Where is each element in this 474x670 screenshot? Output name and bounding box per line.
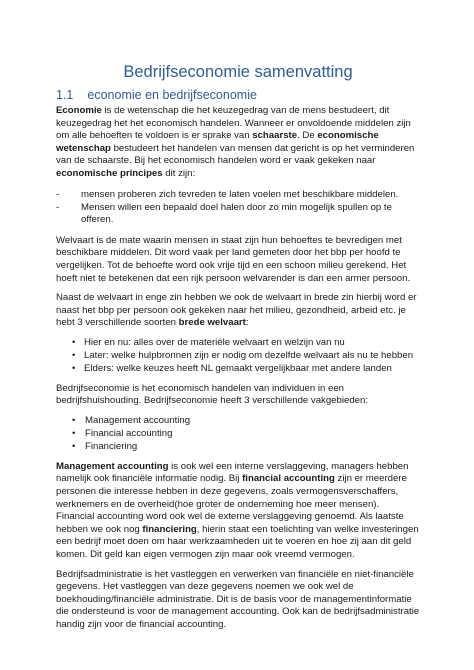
bullet-marker: •	[72, 350, 76, 362]
bullet-marker: •	[72, 428, 76, 440]
list-item	[56, 202, 420, 227]
list-item-text: Mensen willen een bepaald doel halen door zo min mogelijk spullen op te offeren.	[81, 201, 392, 226]
list-item	[56, 189, 420, 202]
list-item-text: Financial accounting	[85, 428, 173, 440]
term-management-accounting: Management accounting	[56, 460, 169, 472]
text: Naast de welvaart in enge zin hebben we ook de welvaart in brede zin hierbij word er naast het bbp per persoon ook gekeken naar het milieu, gezondheid, arbeid etc. je hebt 3 verschillende soorten	[56, 292, 417, 329]
list-item	[56, 363, 420, 376]
paragraph-welvaart: Welvaart is de mate waarin mensen in staat zijn hun behoeftes te bevredigen met beschikbare middelen. Dit word vaak per land gemeten door het bbp per hoofd te vergelijken. Tot de behoefte word ook vrije tijd en een schoon milieu gerekend. Het hoeft niet te betekenen dat een rijk persoon welvarender is dan een armer persoon.	[56, 234, 411, 284]
list-item-text: Elders: welke keuzes heeft NL gemaakt vergelijkbaar met andere landen	[84, 363, 392, 375]
term-economie: Economie	[56, 105, 102, 116]
list-item-text: Financiering	[85, 441, 138, 453]
bullet-marker: •	[72, 441, 76, 453]
term-economische-principes: economische principes	[56, 167, 163, 179]
paragraph-brede-welvaart	[56, 292, 420, 330]
section-number: 1.1	[56, 88, 74, 102]
text: zijn er meerdere personen die interesse hebben in deze gegevens, zoals vermogensverschaffers, werknemers en de overheid(hoe groter de onderneming hoe meer mensen). Financial accounting word ook wel de externe verslaggeving genoemd. Als laatste hebben we ook nog	[56, 473, 407, 535]
section-heading	[56, 87, 420, 103]
term-financiering: financiering	[142, 523, 197, 535]
text: . De	[297, 130, 318, 142]
text: :	[245, 317, 249, 329]
list-item	[56, 415, 420, 428]
bullet-marker: •	[72, 337, 76, 348]
dash-marker: -	[56, 201, 60, 213]
section-label: economie en bedrijfseconomie	[87, 88, 257, 102]
welvaart-list	[56, 337, 420, 376]
principles-list	[56, 189, 420, 227]
term-financial-accounting: financial accounting	[242, 473, 335, 485]
text: is ook wel een interne verslaggeving, managers hebben namelijk ook financiële informatie nodig. Bij	[56, 460, 409, 485]
list-item-text: Later: welke hulpbronnen zijn er nodig om dezelfde welvaart als nu te hebben	[84, 350, 414, 362]
vakgebieden-list	[56, 415, 420, 454]
text: dit zijn:	[162, 167, 196, 179]
term-schaarste: schaarste	[252, 130, 298, 142]
text: bestudeert het handelen van mensen dat gericht is op het verminderen van de schaarste. Bij het economisch handelen word er vaak gekeken naar	[56, 142, 415, 167]
document-title: Bedrijfseconomie samenvatting	[123, 63, 353, 81]
paragraph-accounting	[56, 461, 420, 562]
list-item-text: Management accounting	[85, 414, 191, 426]
paragraph-bedrijfsadministratie: Bedrijfsadministratie is het vastleggen en verwerken van financiële en niet-financiële gegevens. Het vastleggen van deze gegevens noemen we ook wel de boekhouding/financiële administratie. Dit is de basis voor de managementinformatie die ondersteund is voor de management accounting. Ook kan de bedrijfsadministratie handig zijn voor de financial accounting.	[56, 568, 420, 630]
list-item	[56, 350, 420, 363]
list-item-text: Hier en nu: alles over de materiële welvaart en welzijn van nu	[84, 337, 345, 348]
list-item-text: mensen proberen zich tevreden te laten voelen met beschikbare middelen.	[81, 188, 399, 200]
term-economische-wetenschap: economische wetenschap	[56, 130, 379, 154]
list-item	[56, 428, 420, 441]
bullet-marker: •	[72, 363, 76, 375]
dash-marker: -	[56, 188, 60, 200]
paragraph-economie	[56, 105, 420, 181]
list-item	[56, 441, 420, 454]
paragraph-bedrijfseconomie: Bedrijfseconomie is het economisch handelen van individuen in een bedrijfshuishouding. Bedrijfseconomie heeft 3 verschillende vakgebieden:	[56, 382, 368, 407]
text: is de wetenschap die het keuzegedrag van de mens bestudeert, dit keuzegedrag het het economisch handelen. Wanneer er onvoldoende middelen zijn om alle behoeften te voldoen is er sprake van	[56, 105, 411, 142]
text: , hierin staat een toelichting van welke investeringen een bedrijf moet doen om haar werkzaamheden uit te voeren en hoe zij aan dit geld komen. Dit geld kan eigen vermogen zijn maar ook vreemd vermogen.	[56, 523, 419, 560]
term-brede-welvaart: brede welvaart	[178, 317, 246, 329]
bullet-marker: •	[72, 414, 76, 426]
list-item	[56, 337, 420, 350]
